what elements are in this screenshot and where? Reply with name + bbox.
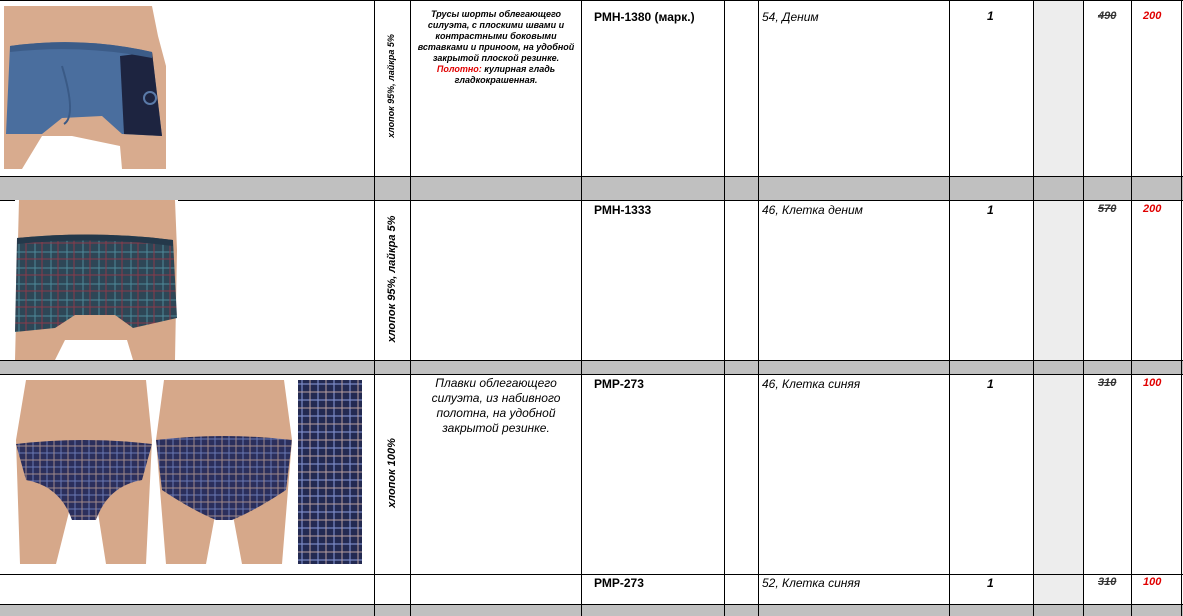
row-separator-2 bbox=[0, 360, 1183, 374]
size-color: 54, Деним bbox=[762, 10, 819, 24]
article-code: РМР-273 bbox=[594, 576, 644, 590]
grid-hline bbox=[0, 0, 1183, 1]
size-color: 46, Клетка синяя bbox=[762, 377, 861, 391]
grid-vline bbox=[410, 0, 411, 616]
new-price: 100 bbox=[1143, 576, 1162, 588]
new-price: 200 bbox=[1143, 10, 1162, 22]
grid-hline bbox=[0, 574, 1183, 575]
grid-vline bbox=[1131, 0, 1132, 616]
grid-hline bbox=[0, 374, 1183, 375]
gray-cell-r2 bbox=[1034, 200, 1083, 360]
grid-vline bbox=[949, 0, 950, 616]
grid-vline bbox=[1083, 0, 1084, 616]
size-color: 52, Клетка синяя bbox=[762, 576, 861, 590]
old-price: 490 bbox=[1098, 10, 1117, 22]
material-label: хлопок 95%, лайкра 5% bbox=[386, 215, 398, 343]
fabric-text: кулирная гладь гладкокрашенная. bbox=[454, 64, 556, 85]
fabric-swatch-navy-check bbox=[298, 380, 362, 564]
quantity: 1 bbox=[987, 576, 994, 590]
gray-cell-r4 bbox=[1034, 574, 1083, 604]
material-label: хлопок 95%, лайкра 5% bbox=[386, 34, 396, 138]
grid-hline bbox=[0, 604, 1183, 605]
product-description: Плавки облегающего силуэта, из набивного полотна, на удобной закрытой резинке. bbox=[431, 376, 561, 435]
new-price: 100 bbox=[1143, 377, 1162, 389]
gray-cell-r3 bbox=[1034, 374, 1083, 574]
description-text: Трусы шорты облегающего силуэта, с плоскими швами и контрастными боковыми вставками и приноом, на удобной закрытой плоской резинке. bbox=[417, 9, 575, 63]
grid-vline bbox=[374, 0, 375, 616]
new-price: 200 bbox=[1143, 203, 1162, 215]
grid-vline bbox=[724, 0, 725, 616]
article-code: РМН-1333 bbox=[594, 203, 652, 217]
gray-cell-r1 bbox=[1034, 0, 1083, 176]
old-price: 310 bbox=[1098, 576, 1117, 588]
grid-hline bbox=[0, 176, 1183, 177]
old-price: 570 bbox=[1098, 203, 1117, 215]
grid-vline bbox=[1033, 0, 1034, 616]
row-separator-1 bbox=[0, 176, 1183, 200]
old-price: 310 bbox=[1098, 377, 1117, 389]
quantity: 1 bbox=[987, 9, 994, 23]
product-description bbox=[414, 9, 578, 86]
quantity: 1 bbox=[987, 377, 994, 391]
grid-vline bbox=[581, 0, 582, 616]
product-photo-denim-trunks bbox=[2, 6, 166, 169]
product-photo-plaid-trunks bbox=[15, 200, 178, 360]
product-photo-navy-briefs-back bbox=[156, 380, 292, 564]
fabric-label: Полотно: bbox=[436, 64, 482, 74]
product-photo-navy-briefs-front bbox=[16, 380, 152, 564]
article-code: РМН-1380 (марк.) bbox=[594, 10, 695, 24]
material-label: хлопок 100% bbox=[386, 438, 398, 508]
article-code: РМР-273 bbox=[594, 377, 644, 391]
grid-hline bbox=[0, 360, 1183, 361]
quantity: 1 bbox=[987, 203, 994, 217]
grid-vline bbox=[1181, 0, 1182, 616]
grid-vline bbox=[758, 0, 759, 616]
size-color: 46, Клетка деним bbox=[762, 203, 863, 217]
row-separator-3 bbox=[0, 604, 1183, 616]
